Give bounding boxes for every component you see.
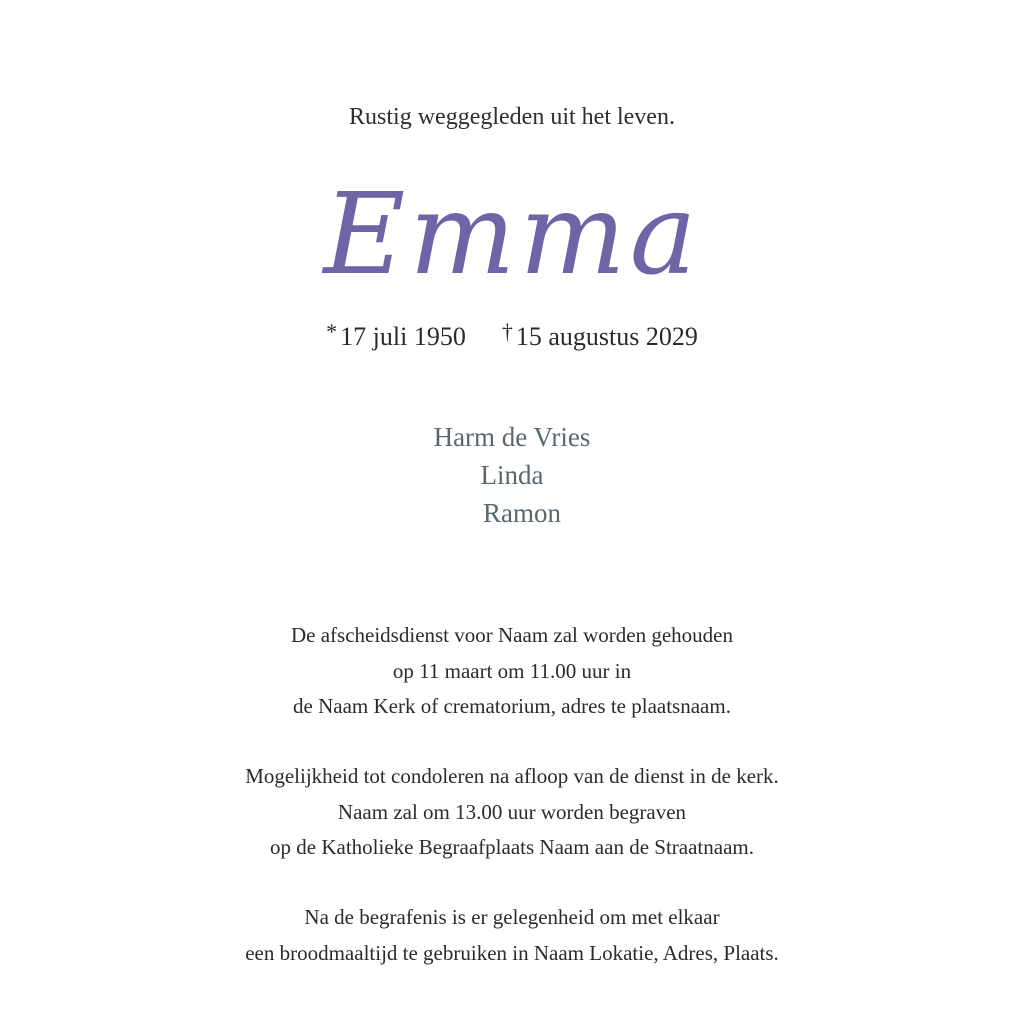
death-date: 15 augustus 2029 (515, 322, 698, 351)
paragraph-line: De afscheidsdienst voor Naam zal worden gehouden (290, 623, 733, 647)
service-paragraph (0, 618, 1024, 725)
death-symbol: † (501, 319, 513, 344)
relative-name: Linda (480, 460, 544, 490)
paragraph-line: Mogelijkheid tot condoleren na afloop van de dienst in de kerk. (245, 764, 779, 788)
condolence-paragraph (0, 759, 1024, 866)
relatives-list (0, 418, 1024, 532)
paragraph-line: op 11 maart om 11.00 uur in (392, 658, 632, 683)
deceased-name: Emma (323, 170, 701, 300)
relative-name: Ramon (483, 498, 561, 528)
relative-name: Harm de Vries (433, 422, 591, 452)
paragraph-line: een broodmaaltijd te gebruiken in Naam Lokatie, Adres, Plaats. (245, 940, 779, 965)
paragraph-line: Na de begrafenis is er gelegenheid om met elkaar (304, 905, 720, 929)
reception-paragraph (0, 900, 1024, 971)
life-dates (0, 319, 1024, 352)
paragraph-line: op de Katholieke Begraafplaats Naam aan de Straatnaam. (270, 835, 754, 859)
paragraph-line: Naam zal om 13.00 uur worden begraven (337, 799, 687, 824)
intro-text: Rustig weggegleden uit het leven. (349, 104, 675, 130)
birth-date: 17 juli 1950 (340, 322, 466, 351)
birth-symbol: * (326, 319, 338, 344)
paragraph-line: de Naam Kerk of crematorium, adres te plaatsnaam. (293, 694, 731, 718)
